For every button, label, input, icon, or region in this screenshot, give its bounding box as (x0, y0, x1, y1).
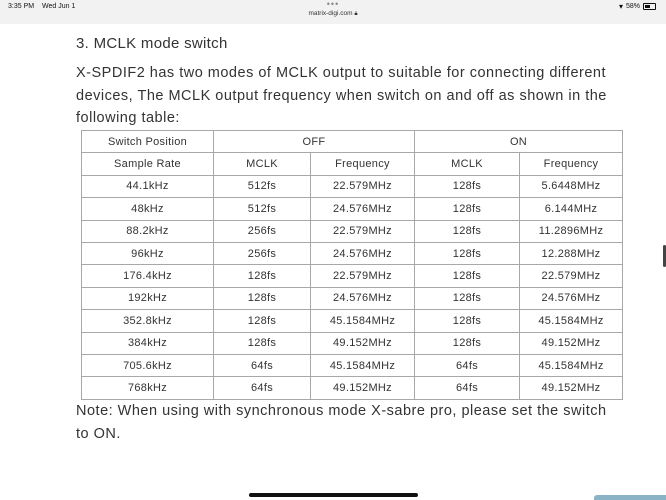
table-row (82, 287, 623, 309)
cell-sample-rate: 384kHz (82, 332, 214, 354)
header-off: OFF (214, 131, 415, 153)
cell-frequency-off: 49.152MHz (311, 377, 415, 399)
battery-fill (645, 5, 650, 8)
cell-mclk-off: 512fs (214, 175, 311, 197)
cell-frequency-on: 12.288MHz (520, 242, 623, 264)
header-frequency-on: Frequency (520, 153, 623, 175)
table-row (82, 332, 623, 354)
battery-percent: 58% (625, 3, 640, 10)
battery-icon (643, 3, 656, 10)
cell-frequency-on: 22.579MHz (520, 265, 623, 287)
cell-frequency-on: 45.1584MHz (520, 310, 623, 332)
cell-mclk-on: 128fs (415, 220, 520, 242)
table-row (82, 354, 623, 376)
cell-frequency-on: 45.1584MHz (520, 354, 623, 376)
home-indicator[interactable] (249, 493, 418, 497)
cell-frequency-on: 6.144MHz (520, 198, 623, 220)
cell-frequency-off: 22.579MHz (311, 265, 415, 287)
wifi-icon: ▾ (618, 2, 623, 11)
cell-sample-rate: 44.1kHz (82, 175, 214, 197)
table-row (82, 242, 623, 264)
cell-frequency-off: 24.576MHz (311, 242, 415, 264)
cell-mclk-on: 128fs (415, 198, 520, 220)
status-bar (0, 0, 666, 24)
cell-mclk-off: 128fs (214, 310, 311, 332)
lock-icon: 🔒︎ (354, 11, 358, 17)
cell-frequency-off: 22.579MHz (311, 220, 415, 242)
cell-frequency-off: 24.576MHz (311, 287, 415, 309)
address-bar[interactable] (0, 10, 666, 18)
cell-mclk-on: 64fs (415, 377, 520, 399)
cell-frequency-off: 45.1584MHz (311, 354, 415, 376)
intro-paragraph: X-SPDIF2 has two modes of MCLK output to suitable for connecting different devices, The MCLK output frequency when switch on and off as shown in the following table: (76, 65, 607, 126)
cell-mclk-off: 512fs (214, 198, 311, 220)
cell-sample-rate: 768kHz (82, 377, 214, 399)
cell-sample-rate: 352.8kHz (82, 310, 214, 332)
header-mclk-off: MCLK (214, 153, 311, 175)
table-row (82, 265, 623, 287)
table-row (82, 198, 623, 220)
cell-frequency-on: 49.152MHz (520, 377, 623, 399)
cell-frequency-off: 24.576MHz (311, 198, 415, 220)
cell-sample-rate: 705.6kHz (82, 354, 214, 376)
table-row (82, 377, 623, 399)
cell-mclk-on: 128fs (415, 310, 520, 332)
header-switch-position: Switch Position (82, 131, 214, 153)
cell-sample-rate: 96kHz (82, 242, 214, 264)
cell-sample-rate: 176.4kHz (82, 265, 214, 287)
header-sample-rate: Sample Rate (82, 153, 214, 175)
table-header-row-1 (82, 131, 623, 153)
cell-mclk-on: 128fs (415, 175, 520, 197)
cell-frequency-off: 49.152MHz (311, 332, 415, 354)
note-paragraph: Note: When using with synchronous mode X-sabre pro, please set the switch to ON. (76, 403, 607, 442)
header-frequency-off: Frequency (311, 153, 415, 175)
header-mclk-on: MCLK (415, 153, 520, 175)
tab-overview-dots[interactable]: ••• (326, 0, 340, 9)
cell-frequency-on: 11.2896MHz (520, 220, 623, 242)
cell-mclk-off: 128fs (214, 287, 311, 309)
mclk-table (81, 130, 623, 400)
cell-mclk-on: 128fs (415, 242, 520, 264)
cell-frequency-on: 49.152MHz (520, 332, 623, 354)
table-row (82, 220, 623, 242)
cell-mclk-off: 128fs (214, 332, 311, 354)
cell-mclk-on: 128fs (415, 332, 520, 354)
cell-mclk-off: 64fs (214, 354, 311, 376)
cell-frequency-off: 45.1584MHz (311, 310, 415, 332)
section-heading: 3. MCLK mode switch (76, 35, 228, 52)
cell-mclk-on: 128fs (415, 265, 520, 287)
cell-frequency-on: 24.576MHz (520, 287, 623, 309)
cell-frequency-off: 22.579MHz (311, 175, 415, 197)
status-date: Wed Jun 1 (42, 3, 76, 10)
cell-mclk-off: 64fs (214, 377, 311, 399)
cell-sample-rate: 88.2kHz (82, 220, 214, 242)
cell-frequency-on: 5.6448MHz (520, 175, 623, 197)
cell-mclk-off: 256fs (214, 220, 311, 242)
table-row (82, 310, 623, 332)
cell-mclk-off: 128fs (214, 265, 311, 287)
corner-button[interactable] (594, 495, 666, 500)
table-header-row-2 (82, 153, 623, 175)
status-time: 3:35 PM (8, 3, 35, 10)
table-row (82, 175, 623, 197)
cell-sample-rate: 48kHz (82, 198, 214, 220)
cell-mclk-off: 256fs (214, 242, 311, 264)
document-page (0, 24, 666, 500)
cell-mclk-on: 64fs (415, 354, 520, 376)
status-right (619, 2, 656, 11)
url-text: matrix-digi.com (308, 10, 353, 17)
cell-sample-rate: 192kHz (82, 287, 214, 309)
header-on: ON (415, 131, 623, 153)
cell-mclk-on: 128fs (415, 287, 520, 309)
